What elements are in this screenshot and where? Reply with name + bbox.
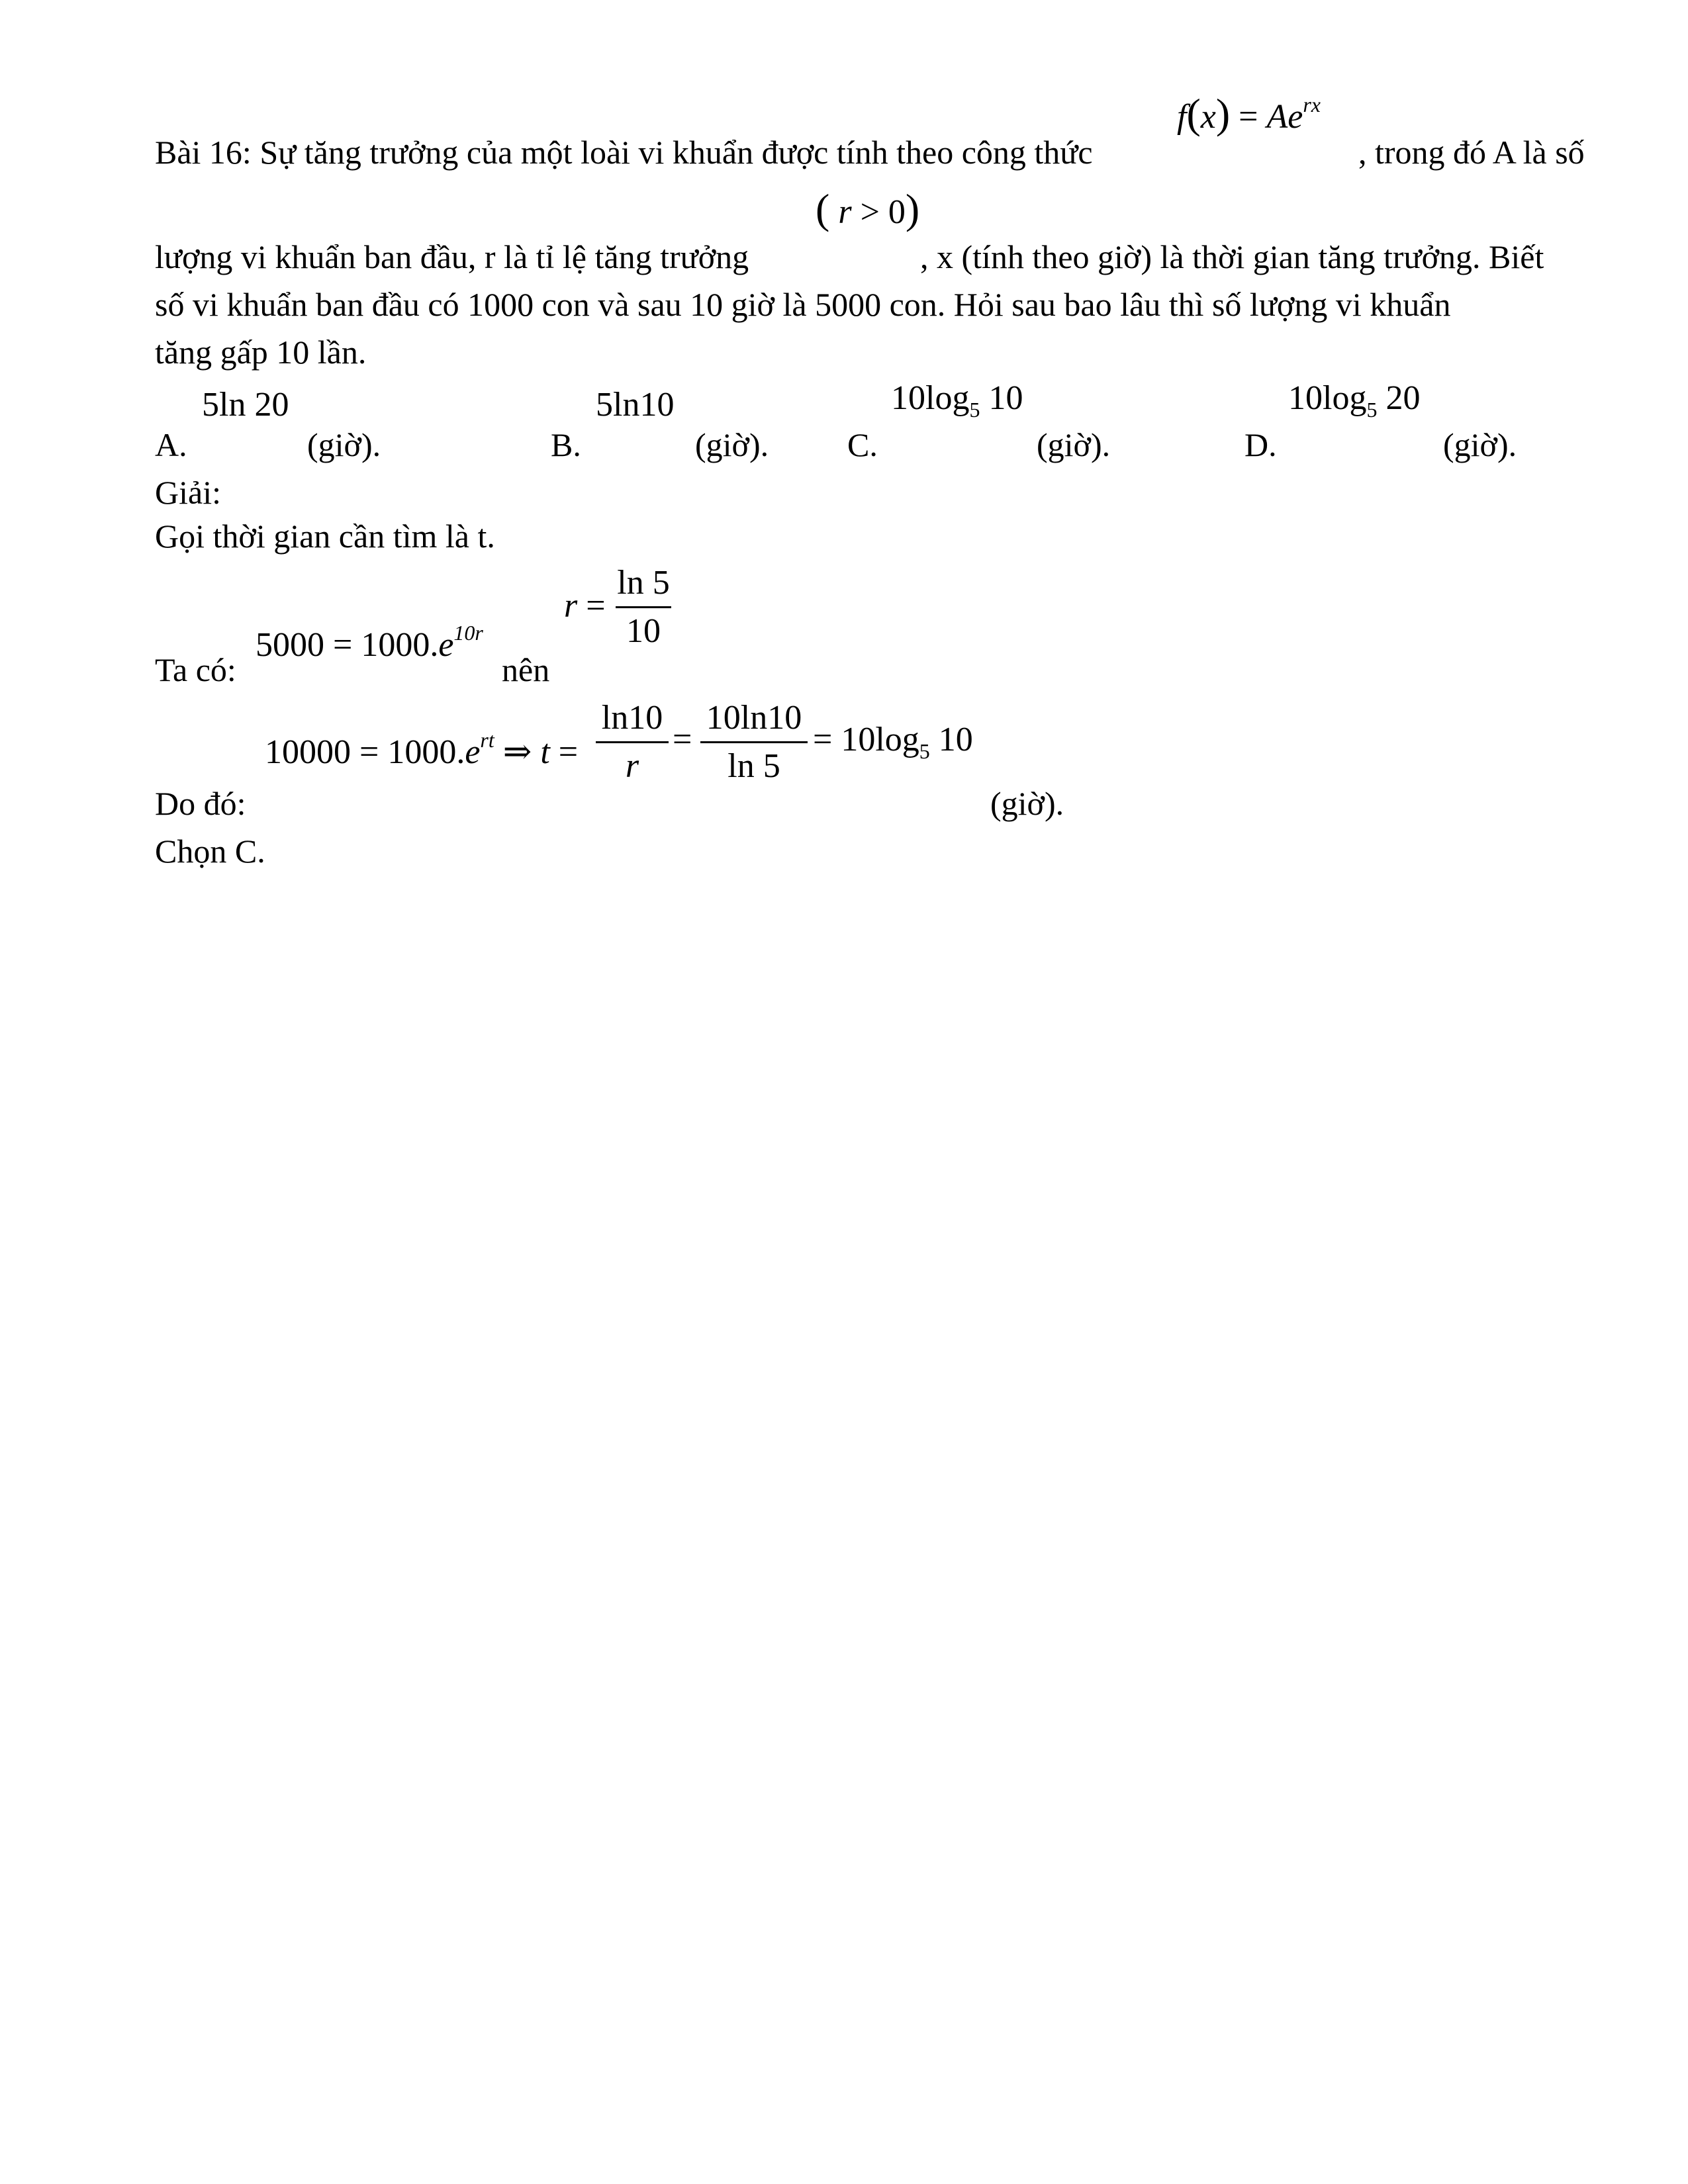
ln10-over-r: ln10 r xyxy=(596,699,669,786)
problem-line3: số vi khuẩn ban đầu có 1000 con và sau 10 giờ là 5000 con. Hỏi sau bao lâu thì số lượng vi khuẩn xyxy=(155,286,1451,323)
problem-line2-a: lượng vi khuẩn ban đầu, r là tỉ lệ tăng trưởng xyxy=(155,238,749,275)
option-d-expr: $10\log_5$ 20 xyxy=(1288,379,1421,422)
formula-f: $f(x) = Ae^{rx}$ xyxy=(1177,90,1321,137)
solution-heading: Giải: xyxy=(155,474,221,511)
option-d-letter: D. xyxy=(1244,426,1277,463)
option-b-letter: B. xyxy=(551,426,581,463)
r-equals: r = xyxy=(564,587,606,625)
option-c-letter: C. xyxy=(847,426,878,463)
problem-line1-b: , trong đó A là số xyxy=(1358,134,1585,171)
r-fraction: ln 5 10 xyxy=(616,564,671,651)
final-result: = $10\log_5$ 10 xyxy=(813,721,973,763)
dodo-label: Do đó: xyxy=(155,785,246,822)
option-b-unit: (giờ). xyxy=(695,426,769,463)
problem-line1-a: Bài 16: Sự tăng trưởng của một loài vi khuẩn được tính theo công thức xyxy=(155,134,1093,171)
equation-5000: $5000 = 1000.e^{10r}$ xyxy=(256,621,483,664)
solution-unit: (giờ). xyxy=(990,785,1064,822)
problem-line4: tăng gấp 10 lần. xyxy=(155,334,367,371)
taco-label: Ta có: xyxy=(155,651,236,688)
option-a-letter: A. xyxy=(155,426,187,463)
nen-label: nên xyxy=(502,651,550,688)
solution-intro: Gọi thời gian cần tìm là t. xyxy=(155,518,495,555)
option-a-expr: 5ln 20 xyxy=(202,386,289,424)
equation-10000: $10000 = 1000.e^{rt}$ ⇒ t = xyxy=(265,728,579,771)
option-b-expr: 5ln10 xyxy=(596,386,675,424)
option-c-expr: $10\log_5$ 10 xyxy=(891,379,1023,422)
option-a-unit: (giờ). xyxy=(307,426,381,463)
equals-sign-1: = xyxy=(673,721,692,758)
10ln10-over-ln5: 10ln10 ln 5 xyxy=(700,699,808,786)
option-d-unit: (giờ). xyxy=(1443,426,1517,463)
option-c-unit: (giờ). xyxy=(1037,426,1111,463)
problem-line2-b: , x (tính theo giờ) là thời gian tăng trưởng. Biết xyxy=(920,238,1544,275)
condition-r-positive: ( r > 0) xyxy=(816,185,920,232)
answer-text: Chọn C. xyxy=(155,833,265,870)
